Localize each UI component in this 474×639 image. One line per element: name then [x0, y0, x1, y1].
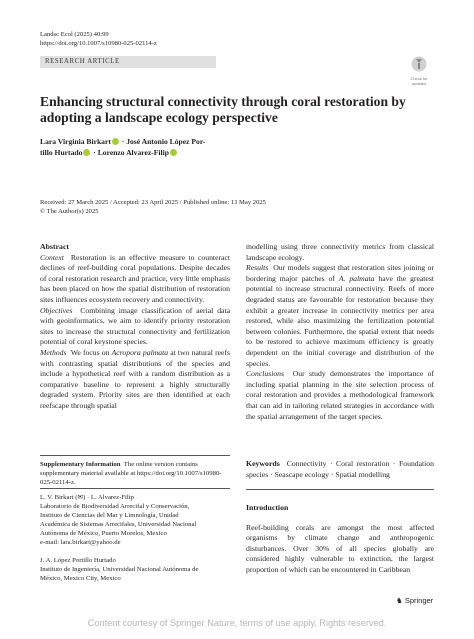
orcid-icon[interactable] [83, 149, 90, 156]
context-text: Restoration is an effective measure to counteract declines of reef-building coral populations. Despite decades of coral restoration research and practice, very little emphasis has been placed on how the spatial distribution of restoration sites influences ecosystem recovery and connectivity. [40, 252, 230, 304]
methods-text: We focus on [70, 347, 112, 357]
affiliation-line: Instituto de Ingeniería, Universidad Nacional Autónoma de [40, 566, 199, 573]
article-title: Enhancing structural connectivity through coral restoration by adopting a landscape ecology perspective [40, 94, 406, 125]
affiliation-line: México, Mexico City, Mexico [40, 575, 121, 582]
abstract-heading: Abstract [40, 242, 70, 251]
history-dates: Received: 27 March 2025 / Accepted: 23 April 2025 / Published online: 13 May 2025 [40, 199, 266, 206]
objectives-label: Objectives [40, 305, 73, 315]
author-name[interactable]: · Lorenzo Alvarez-Filip [91, 148, 169, 157]
context-label: Context [40, 252, 64, 262]
crossmark-label: Check for [410, 76, 428, 81]
introduction-text: Reef-building corals are amongst the most affected organisms by climate change and anthropogenic disturbances. Over 30% of all species globally are considered highly vulnerable to extinction, the largest proportion of which can be encountered in Caribbean [246, 522, 434, 574]
affiliation-line: Laboratorio de Biodiversidad Arrecifal y Conservación, [40, 503, 190, 510]
affiliation-line: J. A. López Portillo Hurtado [40, 557, 116, 564]
methods-label: Methods [40, 347, 67, 357]
copyright: © The Author(s) 2025 [40, 208, 99, 215]
supplementary-label: Supplementary Information [40, 461, 121, 468]
keywords-label: Keywords [246, 459, 280, 468]
introduction-heading: Introduction [246, 503, 289, 512]
species-name: Acropora palmata [111, 347, 169, 357]
abstract-methods [40, 348, 230, 412]
results-text: have the greatest potential to increase structural connectivity. Reefs of more degraded status are favourable for restoration because they exhibit a greater increase in connectivity metrics per area restored, while also maximizing the fertilization potential between colonies. Furthermore, the spatial extent that needs to be restored to achieve maximum efficiency is greatly dependent on the initial coverage and distribution of the species. [246, 273, 434, 368]
methods-continued: modelling using three connectivity metrics from classical landscape ecology. [246, 242, 434, 262]
conclusions-label: Conclusions [246, 369, 285, 379]
results-text: Our models suggest that restoration sites joining or bordering major patches of [246, 263, 435, 283]
author-list [40, 136, 300, 158]
supplementary-note [40, 460, 230, 487]
author-name[interactable]: tillo Hurtado [40, 148, 83, 157]
crossmark-label: updates [411, 80, 427, 86]
springer-horse-icon: ♞ [396, 596, 403, 605]
abstract-context [40, 253, 230, 306]
crossmark-icon [411, 56, 427, 72]
footer-notice: Content courtesy of Springer Nature, terms of use apply. Rights reserved. [87, 618, 387, 628]
divider [40, 488, 230, 489]
doi-line[interactable]: https://doi.org/10.1007/s10980-025-02114-z [40, 40, 157, 47]
publication-dates [40, 198, 440, 216]
divider [40, 455, 230, 456]
publisher-logo [396, 596, 433, 605]
publisher-name: Springer [404, 596, 434, 605]
keywords [246, 459, 434, 480]
supplementary-text[interactable]: The online version contains supplementary material available at https://doi.org/10.1007/s10980-025-02114-z. [40, 461, 222, 486]
orcid-icon[interactable] [170, 149, 177, 156]
results-label: Results [246, 263, 269, 273]
abstract-conclusions [246, 369, 434, 422]
email-link[interactable]: e-mail: lara.birkart@yahoo.de [40, 539, 121, 546]
check-for-updates-badge[interactable] [404, 56, 434, 86]
abstract-objectives [40, 306, 230, 348]
methods-text: at two natural reefs with contrasting spatial distributions of the species and include a hypothetical reef with a random distribution as a comparative baseline to represent a highly structurally degraded system. Priority sites are then identified at each reefscape through spatial [40, 347, 231, 410]
objectives-text: Combining image classification of aerial data with geoinformatics, we aim to identify priority restoration sites to increase the structural connectivity and fertilization potential of coral keystone species. [40, 305, 231, 347]
affiliation-line: Académica de Sistemas Arrecifales, Universidad Nacional [40, 521, 197, 528]
introduction-section [246, 503, 434, 576]
author-name[interactable]: Lara Virginia Birkart [40, 137, 111, 146]
conclusions-text: Our study demonstrates the importance of including spatial planning in the site selection process of coral restoration and provides a methodological framework that can aid in tailoring related strategies in accordance with the spatial arrangement of the target species. [246, 369, 434, 421]
affiliation-line: L. V. Birkart (✉) · L. Alvarez-Filip [40, 494, 134, 501]
journal-citation: Landsc Ecol (2025) 40:99 [40, 31, 109, 38]
abstract-section [40, 242, 230, 412]
affiliation-line: Instituto de Ciencias del Mar y Limnología, Unidad [40, 512, 179, 519]
author-separator[interactable]: · José Antonio López Por- [119, 137, 206, 146]
affiliations [40, 493, 230, 583]
keywords-text: Connectivity · Coral restoration · Foundation species · Seascape ecology · Spatial modelling [246, 459, 434, 479]
species-name: A. palmata [338, 273, 375, 283]
abstract-results [246, 263, 434, 369]
affiliation-line: Autónoma de México, Puerto Morelos, Mexico [40, 530, 167, 537]
article-type-banner: RESEARCH ARTICLE [40, 56, 216, 68]
orcid-icon[interactable] [112, 138, 119, 145]
abstract-continued [246, 242, 434, 422]
divider [246, 489, 434, 490]
